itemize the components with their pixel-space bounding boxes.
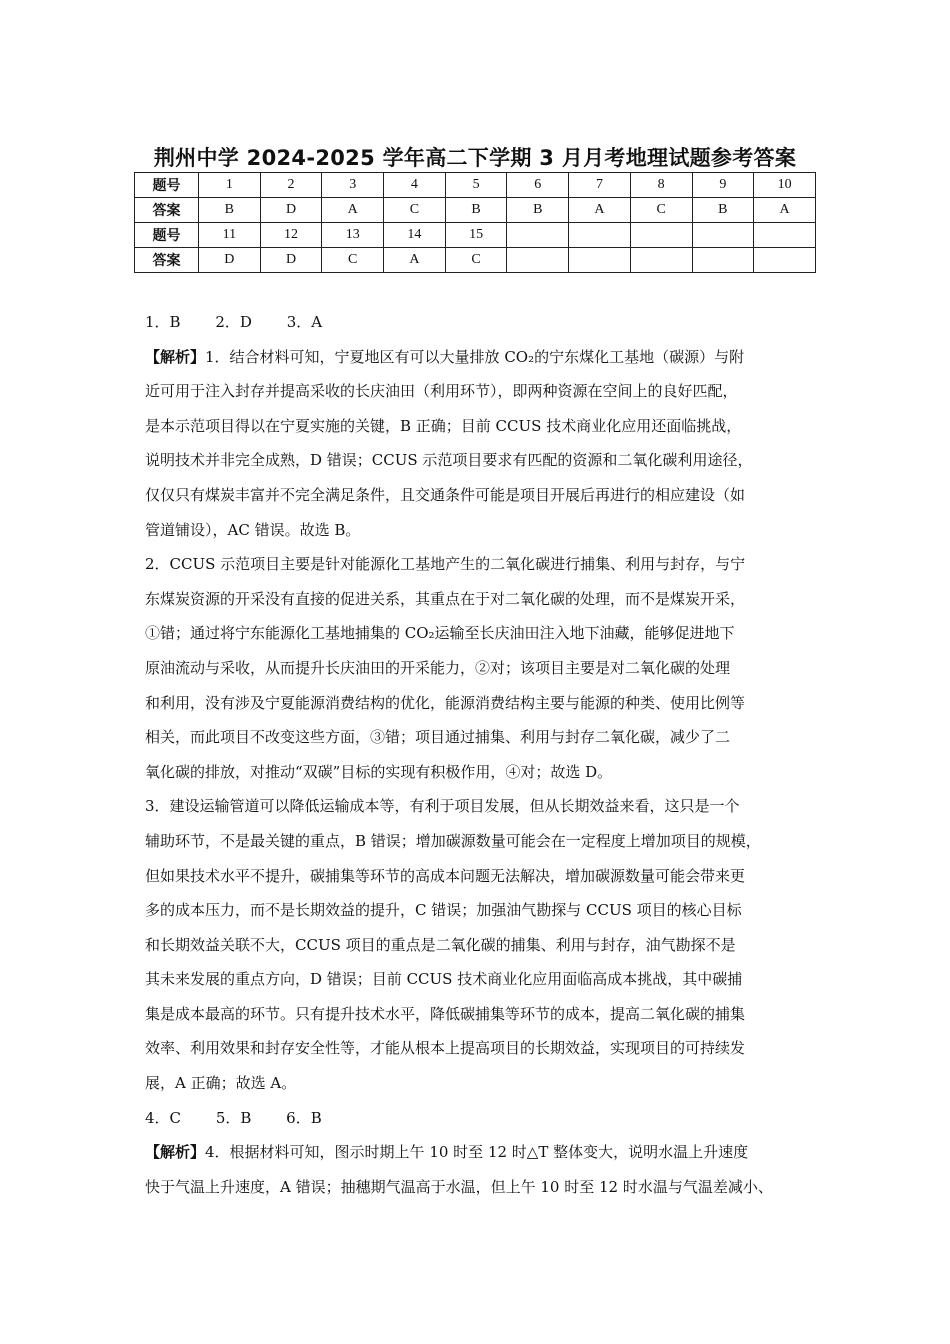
table-cell: 9 [692,173,754,198]
answer-summary-line [145,1101,815,1136]
table-cell: D [199,248,261,273]
table-cell: 2 [260,173,322,198]
table-cell [630,248,692,273]
table-cell: 15 [445,223,507,248]
answer-explanations [145,305,815,1204]
answer-table [134,172,816,273]
table-cell: 4 [384,173,446,198]
analysis-tag: 【解析】 [145,1143,206,1162]
table-cell: D [260,198,322,223]
text-line: 和长期效益关联不大，CCUS 项目的重点是二氧化碳的捕集、利用与封存，油气勘探不是 [145,935,736,954]
table-cell: C [445,248,507,273]
table-cell [754,248,816,273]
table-cell [692,248,754,273]
text-line: 氧化碳的排放，对推动“双碳”目标的实现有积极作用，④对；故选 D。 [145,762,613,781]
table-cell: 5 [445,173,507,198]
table-cell: B [199,198,261,223]
answer-summary-line [145,305,815,340]
text-line: 3．建设运输管道可以降低运输成本等，有利于项目发展，但从长期效益来看，这只是一个 [145,797,740,816]
text-line: ①错；通过将宁东能源化工基地捕集的 CO₂运输至长庆油田注入地下油藏，能够促进地下 [145,624,735,643]
table-cell: A [569,198,631,223]
text-line: 其未来发展的重点方向，D 错误；目前 CCUS 技术商业化应用面临高成本挑战，其中碳捕 [145,970,743,989]
text-line: 多的成本压力，而不是长期效益的提升，C 错误；加强油气勘探与 CCUS 项目的核心目标 [145,901,742,920]
table-cell: 1 [199,173,261,198]
answer-item: 1．B [145,313,181,331]
table-cell: 13 [322,223,384,248]
table-cell [754,223,816,248]
text-line: 仅仅只有煤炭丰富并不完全满足条件，且交通条件可能是项目开展后再进行的相应建设（如 [145,485,746,504]
table-cell: D [260,248,322,273]
table-row [135,173,816,198]
text-line: 东煤炭资源的开采没有直接的促进关系，其重点在于对二氧化碳的处理，而不是煤炭开采， [145,589,746,608]
table-cell: B [445,198,507,223]
text-line: 和利用，没有涉及宁夏能源消费结构的优化，能源消费结构主要与能源的种类、使用比例等 [145,693,746,712]
table-cell: C [384,198,446,223]
page-title: 荆州中学 2024-2025 学年高二下学期 3 月月考地理试题参考答案 [153,146,797,170]
table-cell: 11 [199,223,261,248]
answer-item: 4．C [145,1108,182,1127]
table-row [135,198,816,223]
table-cell: 6 [507,173,569,198]
table-cell: 7 [569,173,631,198]
table-cell [692,223,754,248]
table-header-cell: 答案 [135,248,199,273]
answer-item: 6．B [286,1108,322,1127]
table-header-cell: 题号 [135,173,199,198]
table-cell: A [384,248,446,273]
table-cell: 10 [754,173,816,198]
table-row [135,223,816,248]
table-row [135,248,816,273]
table-cell [569,248,631,273]
table-cell: 8 [630,173,692,198]
table-cell: B [507,198,569,223]
text-line: 辅助环节，不是最关键的重点，B 错误；增加碳源数量可能会在一定程度上增加项目的规模， [145,831,761,850]
table-cell: A [322,198,384,223]
table-cell [507,248,569,273]
analysis-tag: 【解析】 [145,347,206,366]
text-line: 【解析】1．结合材料可知，宁夏地区有可以大量排放 CO₂的宁东煤化工基地（碳源）与附 [145,347,745,366]
table-cell: C [630,198,692,223]
text-line: 管道铺设），AC 错误。故选 B。 [145,520,361,539]
text-line: 2．CCUS 示范项目主要是针对能源化工基地产生的二氧化碳进行捕集、利用与封存，与宁 [145,555,746,574]
text-line: 展，A 正确；故选 A。 [145,1074,297,1093]
table-cell [630,223,692,248]
table-cell [569,223,631,248]
table-cell: 12 [260,223,322,248]
answer-item: 2．D [215,313,252,331]
table-cell: B [692,198,754,223]
text-line: 【解析】4．根据材料可知，图示时期上午 10 时至 12 时△T 整体变大，说明水温上升速度 [145,1143,749,1162]
table-cell: 3 [322,173,384,198]
text-line: 但如果技术水平不提升，碳捕集等环节的高成本问题无法解决，增加碳源数量可能会带来更 [145,866,746,885]
table-cell [507,223,569,248]
table-cell: 14 [384,223,446,248]
text-line: 近可用于注入封存并提高采收的长庆油田（利用环节），即两种资源在空间上的良好匹配， [145,382,738,401]
text-line: 是本示范项目得以在宁夏实施的关键，B 正确；目前 CCUS 技术商业化应用还面临挑战， [145,416,742,435]
text-line: 效率、利用效果和封存安全性等，才能从根本上提高项目的长期效益，实现项目的可持续发 [145,1039,746,1058]
table-header-cell: 题号 [135,223,199,248]
text-line: 集是成本最高的环节。只有提升技术水平，降低碳捕集等环节的成本，提高二氧化碳的捕集 [145,1004,746,1023]
answer-item: 3．A [286,313,323,331]
table-cell: C [322,248,384,273]
table-cell: A [754,198,816,223]
text-line: 相关，而此项目不改变这些方面，③错；项目通过捕集、利用与封存二氧化碳，减少了二 [145,728,731,747]
text-line: 快于气温上升速度，A 错误；抽穗期气温高于水温，但上午 10 时至 12 时水温与气温差减小、 [145,1177,773,1196]
text-line: 原油流动与采收，从而提升长庆油田的开采能力，②对；该项目主要是对二氧化碳的处理 [145,658,731,677]
table-header-cell: 答案 [135,198,199,223]
text-line: 说明技术并非完全成熟，D 错误；CCUS 示范项目要求有匹配的资源和二氧化碳利用途径， [145,451,753,470]
answer-item: 5．B [215,1108,252,1127]
